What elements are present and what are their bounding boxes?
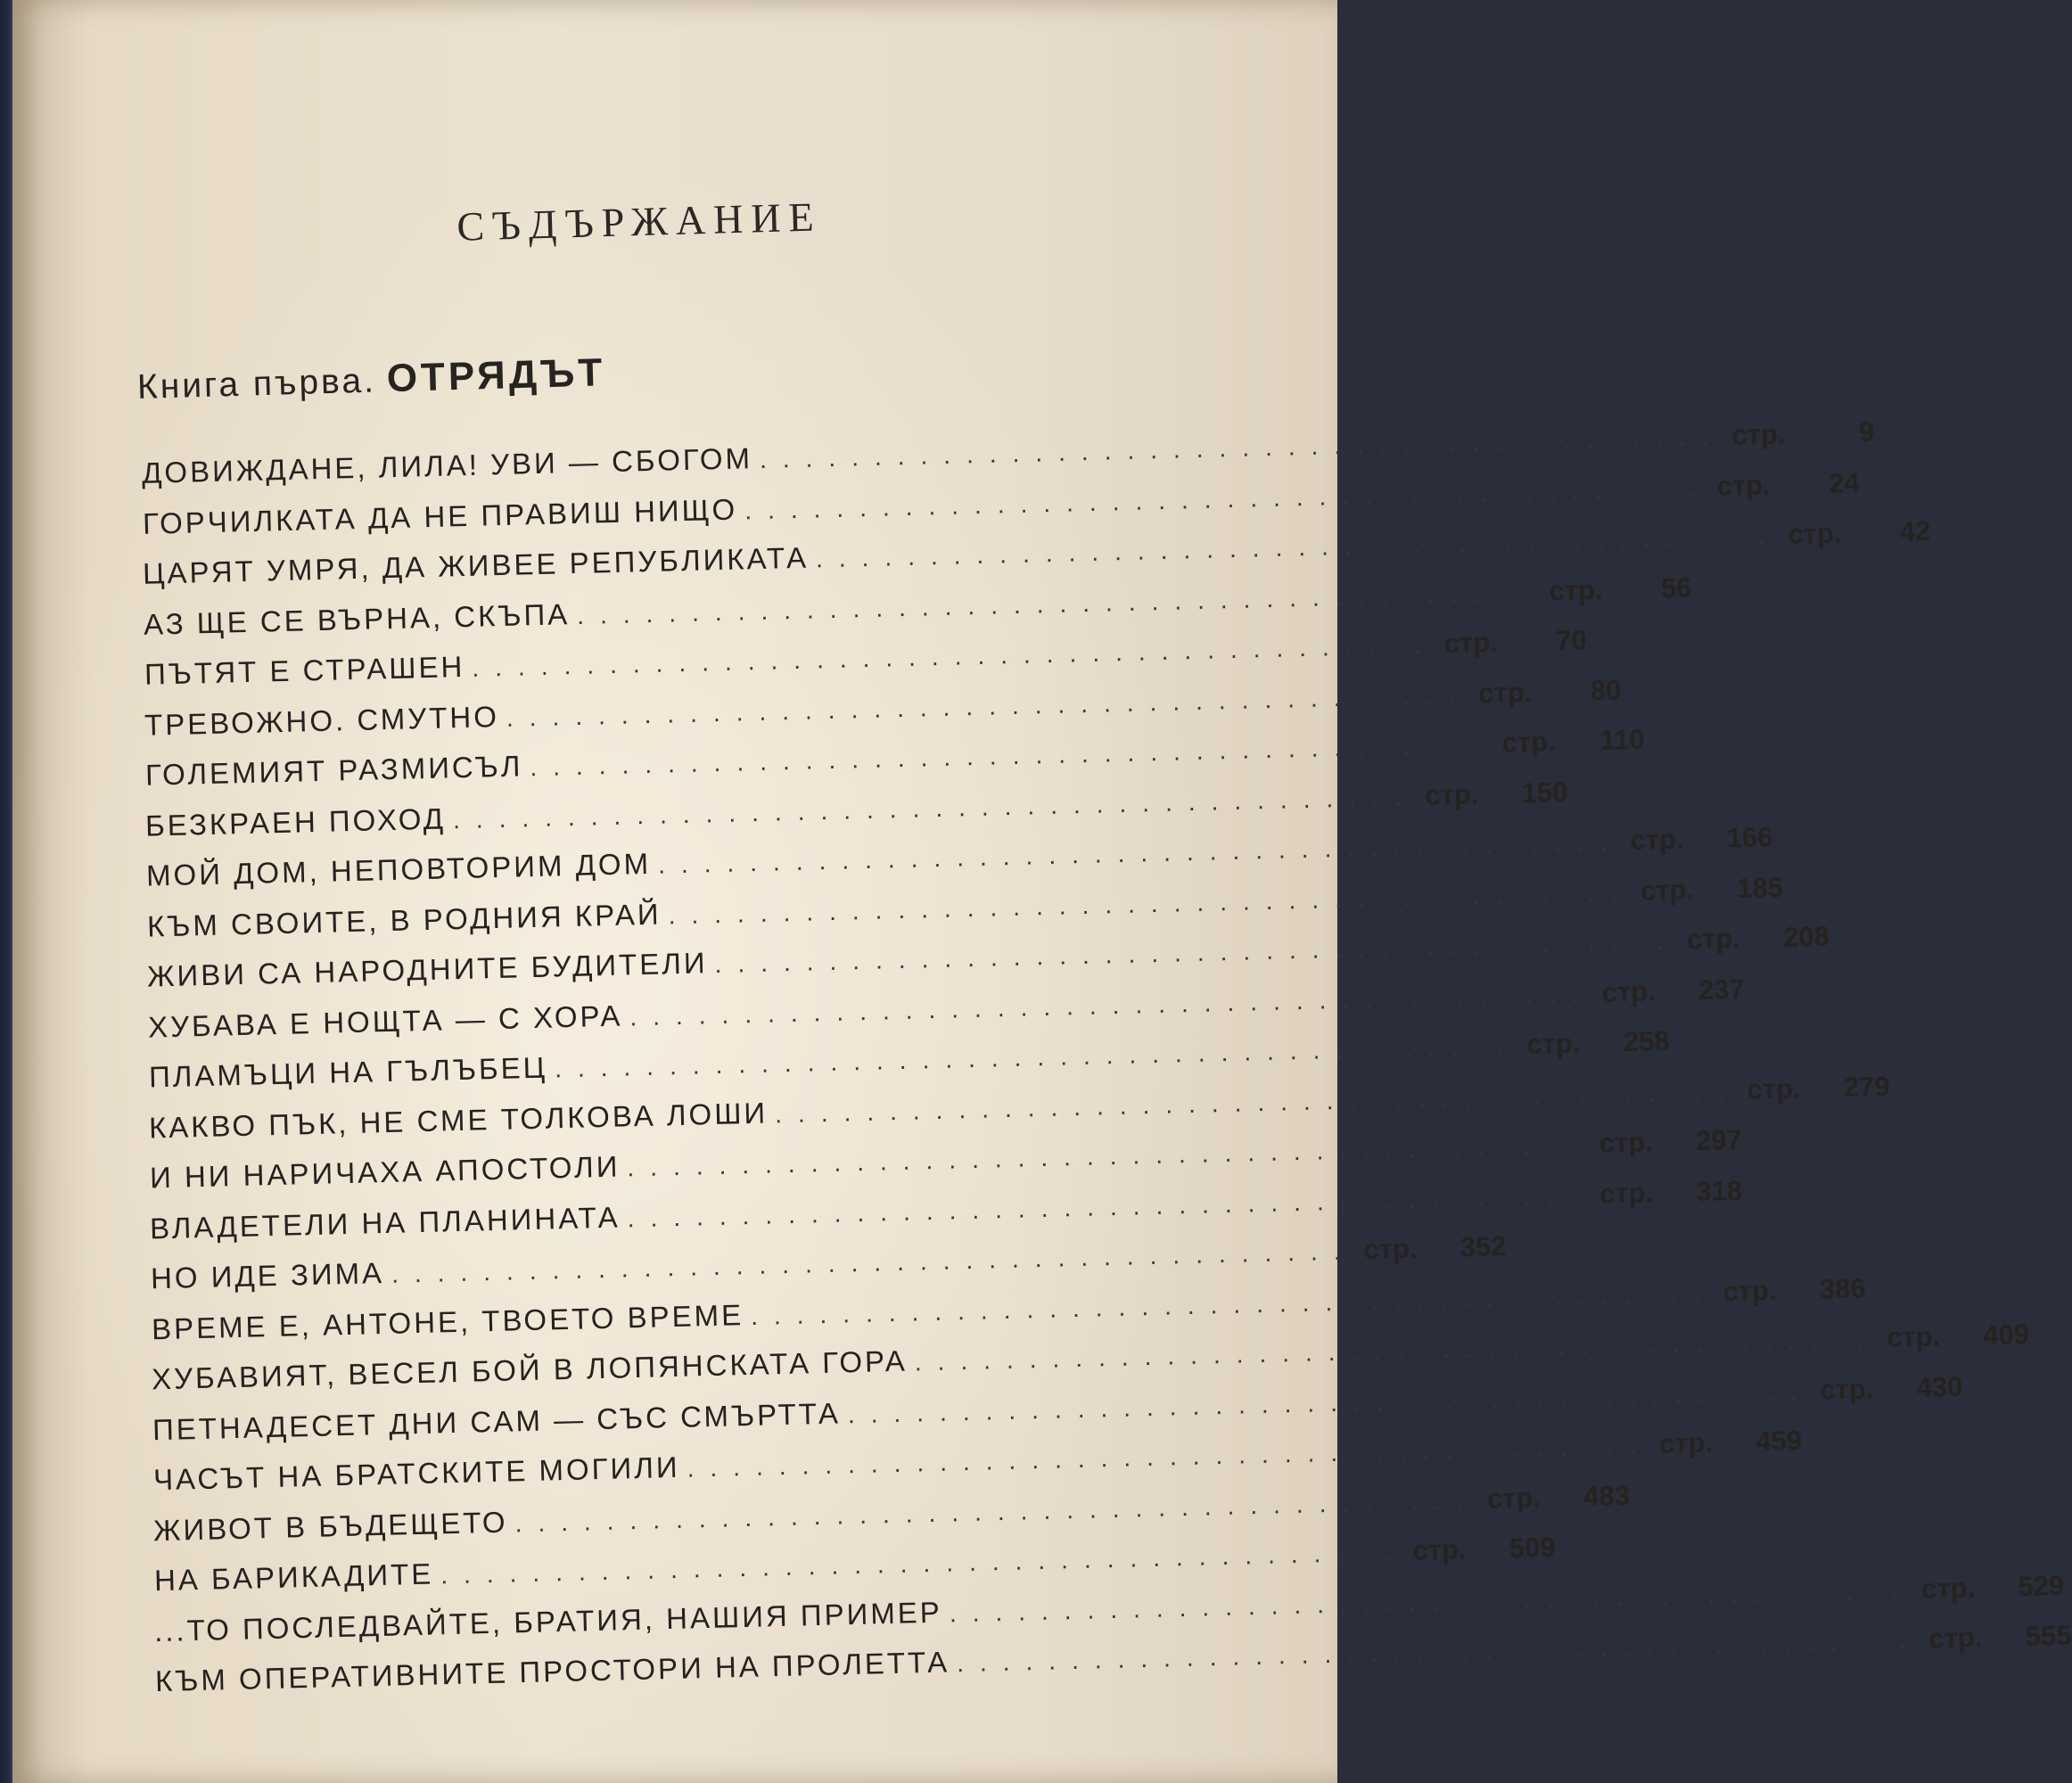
toc-entry-title: БЕЗКРАЕН ПОХОД xyxy=(144,801,447,842)
book-heading-lead: Книга първа. xyxy=(136,361,377,407)
toc-page-label: стр. xyxy=(1731,417,1786,451)
page-title: СЪДЪРЖАНИЕ xyxy=(456,193,823,250)
toc-entry-title: НО ИДЕ ЗИМА xyxy=(150,1256,385,1295)
toc-leader-dots: .......................................... xyxy=(750,1278,1716,1330)
toc-entry-title: ...ТО ПОСЛЕДВАЙТЕ, БРАТИЯ, НАШИЯ ПРИМЕР xyxy=(153,1595,943,1647)
toc-entry-title: ЦАРЯТ УМРЯ, ДА ЖИВЕЕ РЕПУБЛИКАТА xyxy=(142,540,810,590)
toc-leader-dots: .......................................... xyxy=(759,422,1725,474)
toc-page-label: стр. xyxy=(1722,1274,1777,1307)
toc-leader-dots: .......................................... xyxy=(554,1031,1520,1083)
toc-entry-title: ГОРЧИЛКАТА ДА НЕ ПРАВИШ НИЩО xyxy=(142,492,738,540)
toc-leader-dots: .......................................... xyxy=(744,472,1710,524)
toc-page-number: 258 xyxy=(1622,1024,1670,1058)
toc-page-label: стр. xyxy=(1549,573,1603,606)
toc-leader-dots: .......................................... xyxy=(774,1076,1741,1128)
toc-page-number: 297 xyxy=(1695,1123,1742,1157)
toc-entry-title: ВРЕМЕ Е, АНТОНЕ, ТВОЕТО ВРЕМЕ xyxy=(151,1297,744,1345)
toc-page-number: 185 xyxy=(1736,871,1784,904)
toc-entry-title: АЗ ЩЕ СЕ ВЪРНА, СКЪПА xyxy=(143,596,571,641)
toc-leader-dots: .......................................... xyxy=(949,1575,1916,1627)
toc-leader-dots: .......................................... xyxy=(667,877,1634,929)
toc-page-number: 483 xyxy=(1583,1479,1631,1512)
toc-page-label: стр. xyxy=(1601,974,1657,1008)
table-of-contents xyxy=(12,0,2072,1783)
toc-entry-title: НА БАРИКАДИТЕ xyxy=(153,1557,434,1598)
toc-page-number: 56 xyxy=(1660,571,1692,604)
toc-leader-dots: .......................................... xyxy=(576,578,1542,629)
toc-page-label: стр. xyxy=(1411,1533,1467,1566)
toc-page-label: стр. xyxy=(1788,517,1843,550)
toc-page-label: стр. xyxy=(1715,468,1771,502)
toc-page-label: стр. xyxy=(1363,1232,1418,1266)
toc-entry-title: ПЛАМЪЦИ НА ГЪЛЪБЕЦ xyxy=(148,1050,548,1094)
toc-entry-title: ПЕТНАДЕСЕТ ДНИ САМ — СЪС СМЪРТТА xyxy=(152,1395,842,1446)
toc-page-label: стр. xyxy=(1599,1126,1653,1159)
toc-leader-dots: .......................................... xyxy=(529,729,1495,782)
toc-page-label: стр. xyxy=(1443,626,1498,660)
toc-leader-dots: .......................................... xyxy=(629,979,1596,1031)
toc-entry-title: ЖИВИ СА НАРОДНИТЕ БУДИТЕЛИ xyxy=(146,946,709,993)
toc-page-label: стр. xyxy=(1686,922,1741,956)
toc-page-number: 509 xyxy=(1509,1531,1556,1565)
toc-leader-dots: .......................................... xyxy=(956,1625,1922,1678)
book-heading-name: ОТРЯДЪТ xyxy=(386,350,606,401)
toc-entry-title: ЖИВОТ В БЪДЕЩЕТО xyxy=(152,1505,509,1547)
book-page xyxy=(12,0,2072,1783)
toc-leader-dots: .......................................... xyxy=(391,1237,1357,1288)
toc-page-number: 110 xyxy=(1599,723,1645,756)
toc-entry-title: ТРЕВОЖНО. СМУТНО xyxy=(144,699,500,742)
toc-leader-dots: .......................................... xyxy=(714,926,1681,979)
toc-entry-title: ПЪТЯТ Е СТРАШЕН xyxy=(144,650,465,691)
toc-page-label: стр. xyxy=(1599,1176,1654,1210)
toc-leader-dots: .......................................... xyxy=(626,1130,1592,1182)
toc-page-label: стр. xyxy=(1921,1571,1976,1605)
toc-entry-title: ХУБАВИЯТ, ВЕСЕЛ БОЙ В ЛОПЯНСКАТА ГОРА xyxy=(151,1343,909,1396)
toc-entry-title: ХУБАВА Е НОЩТА — С ХОРА xyxy=(147,998,623,1044)
toc-page-number: 42 xyxy=(1899,514,1932,547)
toc-entry-title: ВЛАДЕТЕЛИ НА ПЛАНИНАТА xyxy=(149,1200,621,1245)
toc-page-number: 24 xyxy=(1828,466,1860,499)
toc-page-number: 555 xyxy=(2025,1619,2072,1652)
toc-entry-title: МОЙ ДОМ, НЕПОВТОРИМ ДОМ xyxy=(145,846,652,892)
toc-page-number: 459 xyxy=(1755,1425,1802,1458)
toc-entry-title: КЪМ СВОИТЕ, В РОДНИЯ КРАЙ xyxy=(146,897,662,943)
toc-page-number: 409 xyxy=(1983,1318,2030,1352)
toc-page-number: 430 xyxy=(1915,1370,1963,1403)
toc-entry-title: ЧАСЪТ НА БРАТСКИТЕ МОГИЛИ xyxy=(152,1450,680,1497)
toc-leader-dots: .......................................... xyxy=(815,521,1782,573)
toc-page-number: 9 xyxy=(1858,415,1875,448)
toc-page-label: стр. xyxy=(1819,1372,1874,1406)
toc-page-label: стр. xyxy=(1640,873,1695,907)
toc-page-label: стр. xyxy=(1525,1027,1581,1060)
toc-entry-title: ДОВИЖДАНЕ, ЛИЛА! УВИ — СБОГОМ xyxy=(141,441,753,489)
toc-page-number: 166 xyxy=(1726,821,1773,854)
toc-entry-title: ГОЛЕМИЯТ РАЗМИСЪЛ xyxy=(144,749,523,792)
toc-page-label: стр. xyxy=(1747,1072,1802,1105)
toc-page-label: стр. xyxy=(1630,823,1684,856)
toc-leader-dots: .......................................... xyxy=(914,1324,1880,1376)
toc-leader-dots: .......................................... xyxy=(657,827,1624,879)
toc-leader-dots: .......................................... xyxy=(506,679,1472,732)
toc-leader-dots: .......................................... xyxy=(440,1537,1406,1590)
toc-page-label: стр. xyxy=(1658,1426,1713,1459)
toc-entry-title: И НИ НАРИЧАХА АПОСТОЛИ xyxy=(149,1149,621,1195)
toc-page-number: 237 xyxy=(1698,973,1746,1006)
toc-page-label: стр. xyxy=(1477,676,1533,709)
toc-page-label: стр. xyxy=(1425,777,1480,811)
toc-leader-dots: .......................................... xyxy=(847,1376,1813,1428)
toc-leader-dots: .......................................... xyxy=(471,630,1437,682)
toc-page-number: 70 xyxy=(1555,624,1587,657)
toc-entry-title: КАКВО ПЪК, НЕ СМЕ ТОЛКОВА ЛОШИ xyxy=(148,1096,769,1145)
toc-entry-title: КЪМ ОПЕРАТИВНИТЕ ПРОСТОРИ НА ПРОЛЕТТА xyxy=(154,1645,950,1698)
toc-page-number: 208 xyxy=(1783,920,1830,953)
toc-leader-dots: .......................................... xyxy=(686,1431,1652,1483)
toc-leader-dots: .......................................... xyxy=(627,1180,1593,1232)
toc-leader-dots: .......................................... xyxy=(453,782,1419,834)
toc-page-number: 352 xyxy=(1459,1230,1507,1263)
toc-page-number: 529 xyxy=(2018,1569,2065,1602)
toc-page-number: 318 xyxy=(1696,1174,1743,1207)
toc-page-label: стр. xyxy=(1501,726,1556,759)
toc-page-label: стр. xyxy=(1486,1481,1542,1515)
toc-page-number: 80 xyxy=(1590,673,1622,706)
toc-leader-dots: .......................................... xyxy=(514,1485,1481,1537)
toc-page-label: стр. xyxy=(1887,1320,1941,1353)
toc-page-label: стр. xyxy=(1928,1622,1983,1655)
toc-page-number: 386 xyxy=(1818,1271,1866,1305)
toc-page-number: 150 xyxy=(1521,776,1569,809)
toc-page-number: 279 xyxy=(1843,1070,1891,1103)
